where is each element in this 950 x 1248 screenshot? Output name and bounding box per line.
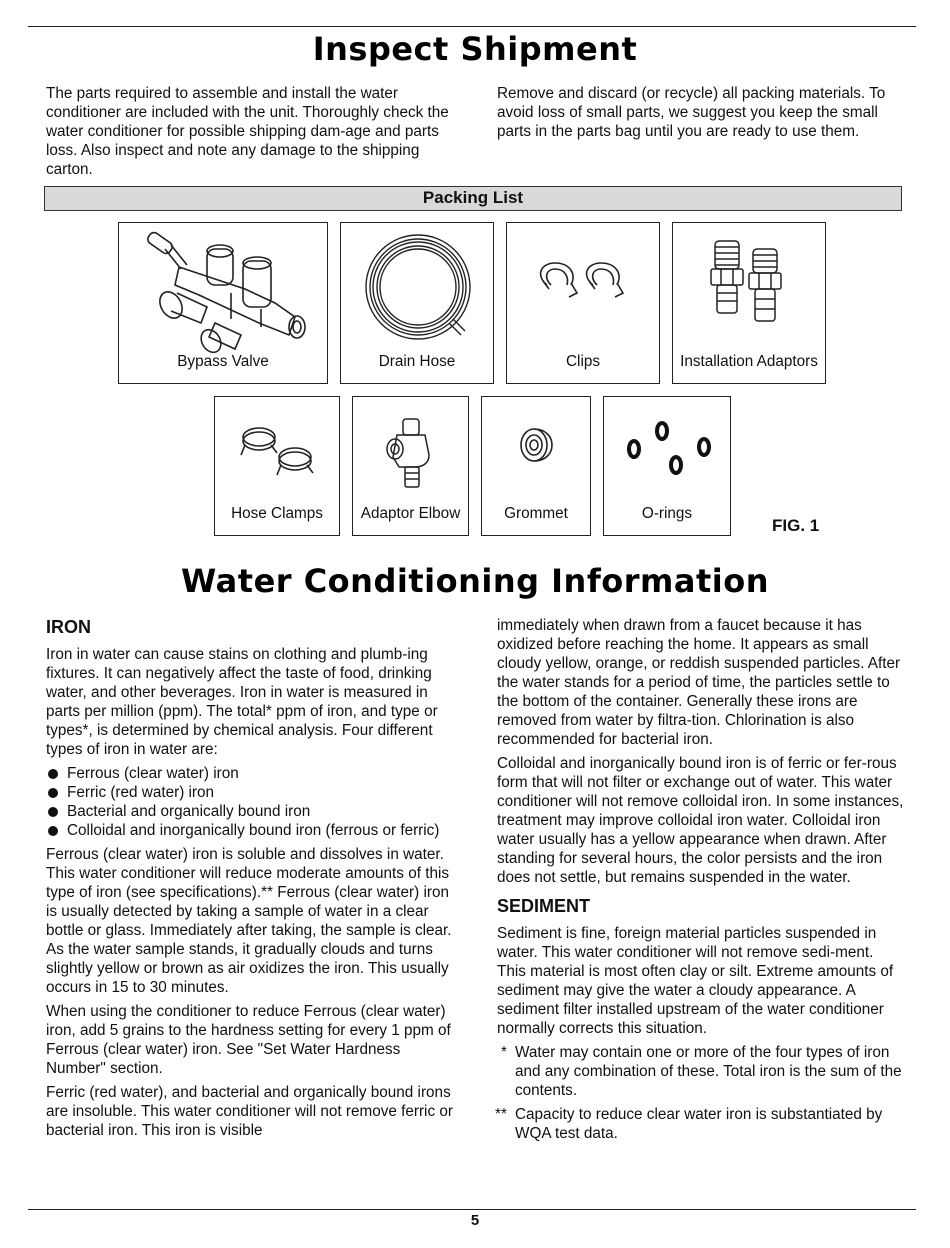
ferric-paragraph-continued: immediately when drawn from a faucet because it has oxidized before reaching the home. It appears as small cloudy yellow, orange, or reddish suspended particles. After the water stands for a period of time, the particles settle to the bottom of the container. Generally these irons are removed from water by filtra-tion. Chlorination is also recommended for bacterial iron. (497, 617, 901, 748)
footnote-text: Water may contain one or more of the four types of iron and any combination of these. Total iron is the sum of the contents. (515, 1044, 902, 1099)
figure-label: FIG. 1 (772, 516, 820, 535)
footnote-mark: * (501, 1044, 507, 1061)
packing-list-header: Packing List (44, 186, 902, 211)
list-item: Ferric (red water) iron (46, 783, 454, 802)
iron-heading: IRON (46, 617, 91, 637)
colloidal-paragraph: Colloidal and inorganically bound iron is of ferric or fer-rous form that will not filter or exchange out of water. This water conditioner will not remove colloidal iron. In some instances, treatment may improve colloidal iron water. Colloidal iron water usually has a yellow appearance when drawn. After standing for several hours, the color persists and the iron does not settle, but remains suspended in the water. (497, 755, 904, 886)
footnote-double (497, 1105, 905, 1143)
part-box-hose-clamps (214, 396, 340, 536)
part-label-hose-clamps: Hose Clamps (231, 505, 323, 522)
part-label-bypass-valve: Bypass Valve (177, 353, 269, 370)
ferrous-paragraph: Ferrous (clear water) iron is soluble and dissolves in water. This water conditioner will reduce moderate amounts of this type of iron (see specifications).** Ferrous (clear water) iron is usually detected by taking a sample of water in a clear bottle or glass. Immediately after taking, the sample is clear. As the water sample stands, it gradually clouds and turns slightly yellow or brown as air oxidizes the iron. This usually occurs in 15 to 30 minutes. (46, 846, 452, 996)
inspect-left-paragraph: The parts required to assemble and install the water conditioner are included with the unit. Thoroughly check the water conditioner for possible shipping dam-age and parts loss. Also inspect and note any damage to the shipping carton. (46, 85, 449, 178)
inspect-intro-left (46, 84, 456, 184)
left-column (46, 616, 454, 1140)
iron-intro-paragraph: Iron in water can cause stains on clothing and plumb-ing fixtures. It can negatively affect the taste of food, drinking water, and other beverages. Iron in water is measured in parts per million (ppm). The total* ppm of iron, and type or types*, is determined by chemical analysis. Four different types of iron in water are: (46, 646, 438, 758)
bottom-rule (28, 1209, 916, 1210)
list-item: Ferrous (clear water) iron (46, 764, 454, 783)
part-label-drain-hose: Drain Hose (378, 353, 456, 370)
part-box-grommet (481, 396, 591, 536)
list-item: Colloidal and inorganically bound iron (ferrous or ferric) (46, 821, 454, 840)
footnote-mark: ** (495, 1106, 507, 1123)
inspect-intro-right (497, 84, 907, 146)
part-label-installation-adaptors: Installation Adaptors (680, 353, 818, 370)
inspect-shipment-title: Inspect Shipment (312, 30, 638, 68)
part-box-bypass-valve (118, 222, 328, 384)
conditioner-paragraph: When using the conditioner to reduce Ferrous (clear water) iron, add 5 grains to the hardness setting for every 1 ppm of Ferrous (clear water) iron. See "Set Water Hardness Number" section. (46, 1003, 451, 1077)
part-box-clips (506, 222, 660, 384)
inspect-right-paragraph: Remove and discard (or recycle) all packing materials. To avoid loss of small parts, we suggest you keep the small parts in the parts bag until you are ready to use them. (497, 85, 886, 140)
footnote-text: Capacity to reduce clear water iron is substantiated by WQA test data. (515, 1106, 883, 1142)
iron-types-list (46, 764, 454, 840)
list-item: Bacterial and organically bound iron (46, 802, 454, 821)
part-box-o-rings (603, 396, 731, 536)
footnote-single (497, 1043, 905, 1100)
part-box-installation-adaptors (672, 222, 826, 384)
top-rule (28, 26, 916, 27)
part-box-drain-hose (340, 222, 494, 384)
part-label-grommet: Grommet (504, 505, 568, 522)
right-column (497, 616, 905, 1148)
page-number: 5 (470, 1212, 480, 1229)
part-label-adaptor-elbow: Adaptor Elbow (360, 505, 461, 522)
part-box-adaptor-elbow (352, 396, 469, 536)
part-label-clips: Clips (566, 353, 600, 370)
water-conditioning-title: Water Conditioning Information (181, 562, 769, 600)
sediment-paragraph: Sediment is fine, foreign material particles suspended in water. This water conditioner will not remove sedi-ment. This material is most often clay or silt. Extreme amounts of sediment may give the water a cloudy appearance. A sediment filter installed upstream of the water conditioner normally corrects this situation. (497, 925, 894, 1037)
ferric-paragraph: Ferric (red water), and bacterial and organically bound irons are insoluble. This water conditioner will not remove ferric or bacterial iron. This iron is visible (46, 1084, 453, 1139)
sediment-heading: SEDIMENT (497, 896, 591, 916)
part-label-o-rings: O-rings (641, 505, 693, 522)
